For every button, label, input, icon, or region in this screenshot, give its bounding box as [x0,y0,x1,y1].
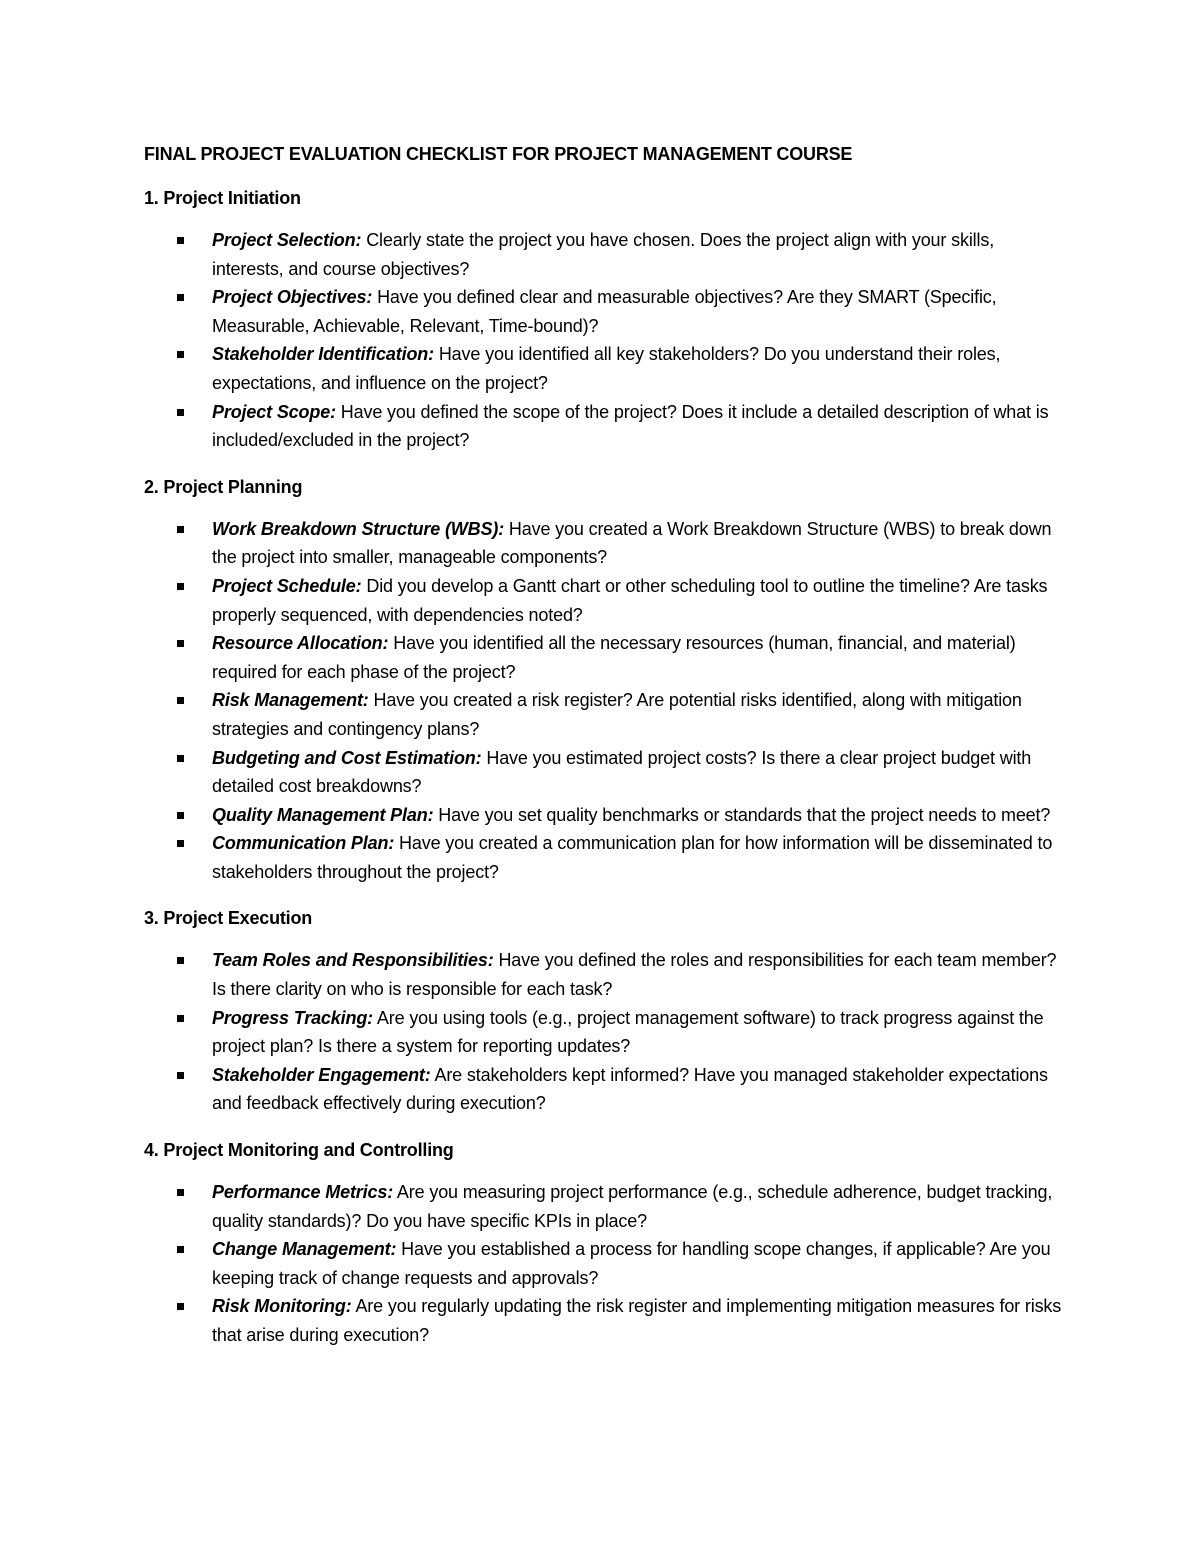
checklist-item-text: Have you estimated project costs? Is there a clear project budget with detailed cost breakdowns? [212,747,1032,797]
section-heading: 2. Project Planning [144,476,303,497]
checklist-item-title: Project Schedule: [212,575,362,596]
checklist [144,1178,1064,1350]
square-bullet-icon [177,755,184,762]
checklist-item-text: Are stakeholders kept informed? Have you managed stakeholder expectations and feedback effectively during execution? [212,1064,1048,1114]
checklist-item [144,946,1064,1003]
square-bullet-icon [177,1303,184,1310]
section-heading: 1. Project Initiation [144,188,301,208]
checklist-item-text: Are you using tools (e.g., project management software) to track progress against the project plan? Is there a system for reporting updates? [212,1007,1044,1057]
checklist-item-text: Have you created a risk register? Are potential risks identified, along with mitigation strategies and contingency plans? [212,690,1022,739]
square-bullet-icon [177,237,184,244]
section-heading: 3. Project Execution [144,908,313,929]
checklist-item [144,1061,1064,1118]
square-bullet-icon [177,957,184,964]
checklist-item [144,1004,1064,1061]
checklist-item [144,283,1064,340]
checklist-item-title: Work Breakdown Structure (WBS): [212,518,505,539]
checklist-item-title: Stakeholder Identification: [212,344,434,365]
checklist-item-title: Performance Metrics: [212,1182,394,1203]
checklist-item [144,398,1064,455]
checklist-item [144,1235,1064,1292]
checklist-item-title: Risk Monitoring: [212,1296,352,1317]
section [144,473,1064,887]
square-bullet-icon [177,697,184,704]
checklist-item-text: Have you identified all the necessary resources (human, financial, and material) required for each phase of the project? [212,633,1016,682]
checklist [144,226,1064,455]
checklist-item-text: Have you set quality benchmarks or standards that the project needs to meet? [433,804,1051,825]
checklist-item-title: Change Management: [212,1239,397,1260]
checklist-item [144,1292,1064,1349]
checklist-item [144,829,1064,886]
checklist-item-title: Progress Tracking: [212,1007,374,1028]
checklist-item-title: Quality Management Plan: [212,804,434,825]
checklist-item-text: Did you develop a Gantt chart or other scheduling tool to outline the timeline? Are tasks properly sequenced, with dependencies noted? [212,575,1048,625]
square-bullet-icon [177,526,184,533]
square-bullet-icon [177,583,184,590]
square-bullet-icon [177,351,184,358]
sections-container [144,184,1064,1350]
square-bullet-icon [177,1072,184,1079]
checklist-item [144,515,1064,572]
checklist-item-title: Stakeholder Engagement: [212,1064,431,1085]
checklist-item-text: Have you defined the roles and responsibilities for each team member? Is there clarity on who is responsible for each task? [212,950,1057,1000]
section [144,904,1064,1118]
square-bullet-icon [177,294,184,301]
checklist-item-title: Budgeting and Cost Estimation: [212,747,482,768]
document-body [144,140,1064,1368]
checklist-item [144,340,1064,397]
checklist-item-text: Have you identified all key stakeholders? Do you understand their roles, expectations, and influence on the project? [212,344,1001,393]
checklist-item-text: Have you created a Work Breakdown Structure (WBS) to break down the project into smaller, manageable components? [212,518,1052,568]
checklist-item-title: Risk Management: [212,690,369,711]
square-bullet-icon [177,1189,184,1196]
checklist-item-title: Project Objectives: [212,287,373,308]
checklist-item-title: Team Roles and Responsibilities: [212,950,494,971]
checklist-item [144,686,1064,743]
square-bullet-icon [177,409,184,416]
checklist-item-text: Have you defined the scope of the project? Does it include a detailed description of what is included/excluded in the project? [212,401,1049,451]
checklist-item-title: Project Scope: [212,401,336,422]
checklist-item-title: Project Selection: [212,230,362,250]
checklist [144,515,1064,887]
checklist-item [144,572,1064,629]
section [144,184,1064,455]
checklist [144,946,1064,1118]
checklist-item-text: Have you established a process for handling scope changes, if applicable? Are you keeping track of change requests and approvals? [212,1239,1051,1288]
checklist-item-text: Have you defined clear and measurable objectives? Are they SMART (Specific, Measurable, Achievable, Relevant, Time-bound)? [212,287,997,336]
square-bullet-icon [177,1246,184,1253]
square-bullet-icon [177,640,184,647]
section-heading: 4. Project Monitoring and Controlling [144,1140,454,1161]
square-bullet-icon [177,812,184,819]
square-bullet-icon [177,840,184,847]
document-title: FINAL PROJECT EVALUATION CHECKLIST FOR PROJECT MANAGEMENT COURSE [144,144,853,164]
checklist-item-text: Clearly state the project you have chosen. Does the project align with your skills, interests, and course objectives? [212,230,995,279]
checklist-item [144,226,1064,283]
checklist-item [144,744,1064,801]
checklist-item [144,629,1064,686]
checklist-item-title: Resource Allocation: [212,633,389,654]
checklist-item [144,1178,1064,1235]
checklist-item-text: Are you regularly updating the risk register and implementing mitigation measures for risks that arise during execution? [212,1296,1062,1345]
checklist-item-text: Are you measuring project performance (e.g., schedule adherence, budget tracking, quality standards)? Do you have specific KPIs in place? [212,1182,1053,1231]
checklist-item-title: Communication Plan: [212,833,395,854]
square-bullet-icon [177,1015,184,1022]
section [144,1136,1064,1350]
checklist-item-text: Have you created a communication plan for how information will be disseminated to stakeholders throughout the project? [212,833,1053,882]
checklist-item [144,801,1064,830]
